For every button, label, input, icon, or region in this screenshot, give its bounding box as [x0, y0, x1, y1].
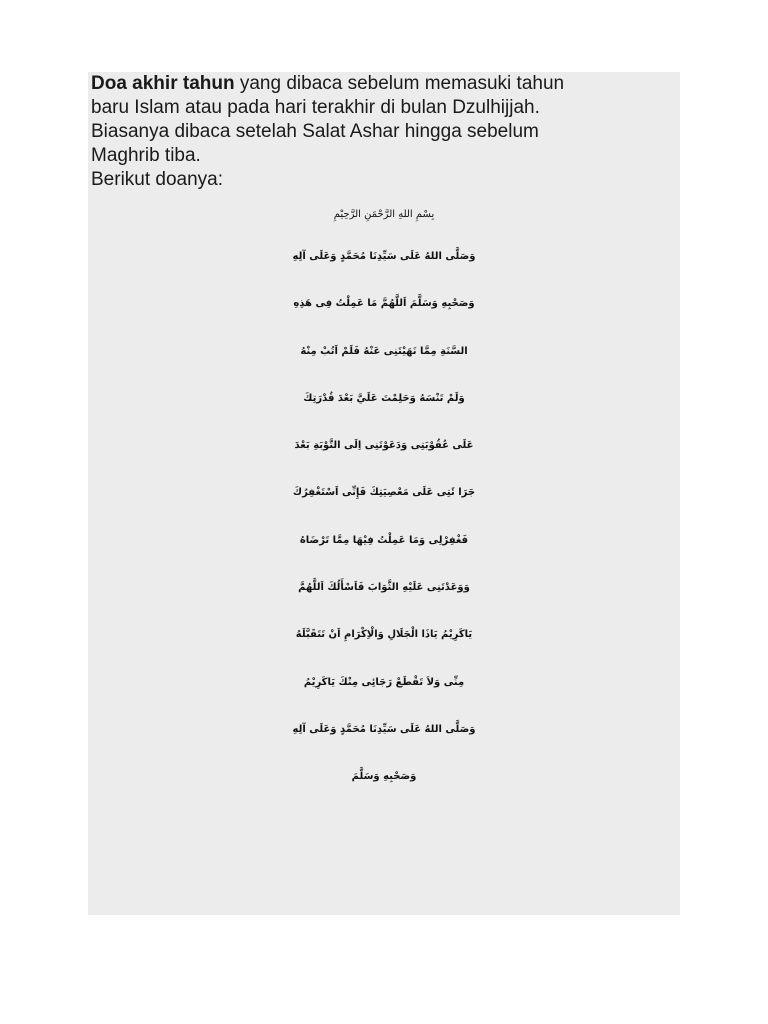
doa-line: وَوَعَدْتَنِى عَلَيْهِ الثَّوَابَ فَاَسْأَلُكَ اَللَّهُمَّ [298, 582, 470, 594]
intro-line-5: Berikut doanya: [91, 169, 224, 190]
doa-line: وَصَحْبِهِ وَسَلَّمَ [351, 771, 417, 783]
intro-paragraph [91, 72, 677, 192]
doa-line: السَّنَةِ مِمَّا نَهَيْتَنِى عَنْهُ فَلَمْ اَتُبْ مِنْهُ [300, 345, 468, 357]
intro-line-1-rest: yang dibaca sebelum memasuki tahun [234, 73, 565, 94]
doa-line: وَلَمْ تَنْسَهُ وَحَلِمْتَ عَلَيَّ بَعْدَ قُدْرَتِكَ [303, 392, 465, 404]
doa-line: يَاكَرِيْمُ يَاذَا الْجَلَالِ وَالْاِكْرَامِ اَنْ تَتَقَبَّلَهُ [295, 629, 473, 641]
doa-line: فَغْفِرْلِى وَمَا عَمِلْتُ فِيْهَا مِمَّا تَرْضَاهُ [299, 534, 469, 546]
basmala-text: بِسْمِ اللهِ الرَّحْمَنِ الرَّحِيْمِ [333, 209, 435, 220]
doa-line: عَلَى عُقُوْبَتِى وَدَعَوْتَنِى اِلَى التَّوْبَةِ بَعْدَ [294, 440, 474, 452]
doa-line: جَرَا ئَتِى عَلَى مَعْصِيَتِكَ فَإِنِّى اَسْتَغْفِرُكَ [292, 487, 476, 499]
document-page [88, 72, 680, 915]
intro-line-3: Biasanya dibaca setelah Salat Ashar hingga sebelum [91, 121, 539, 142]
doa-arabic-text [88, 233, 680, 801]
intro-line-2: baru Islam atau pada hari terakhir di bulan Dzulhijjah. [91, 97, 540, 118]
doa-line: مِنِّى وَلاَ تَقْطَعْ رَجَائِى مِنْكَ يَاكَرِيْمُ [303, 676, 465, 688]
doa-line: وَصَلَّى اللهُ عَلَى سَيِّدِنَا مُحَمَّدٍ وَعَلَى آلِهِ [292, 251, 476, 262]
intro-line-1 [91, 72, 677, 96]
doa-line: وَصَحْبِهِ وَسَلَّمَ اَللَّهُمَّ مَا عَمِلْتُ فِى هَذِهِ [293, 298, 475, 310]
doa-line: وَصَلَّى اللهُ عَلَى سَيِّدِنَا مُحَمَّدٍ وَعَلَى آلِهِ [292, 723, 476, 735]
intro-title-bold: Doa akhir tahun [91, 73, 235, 94]
intro-line-4: Maghrib tiba. [91, 145, 201, 166]
